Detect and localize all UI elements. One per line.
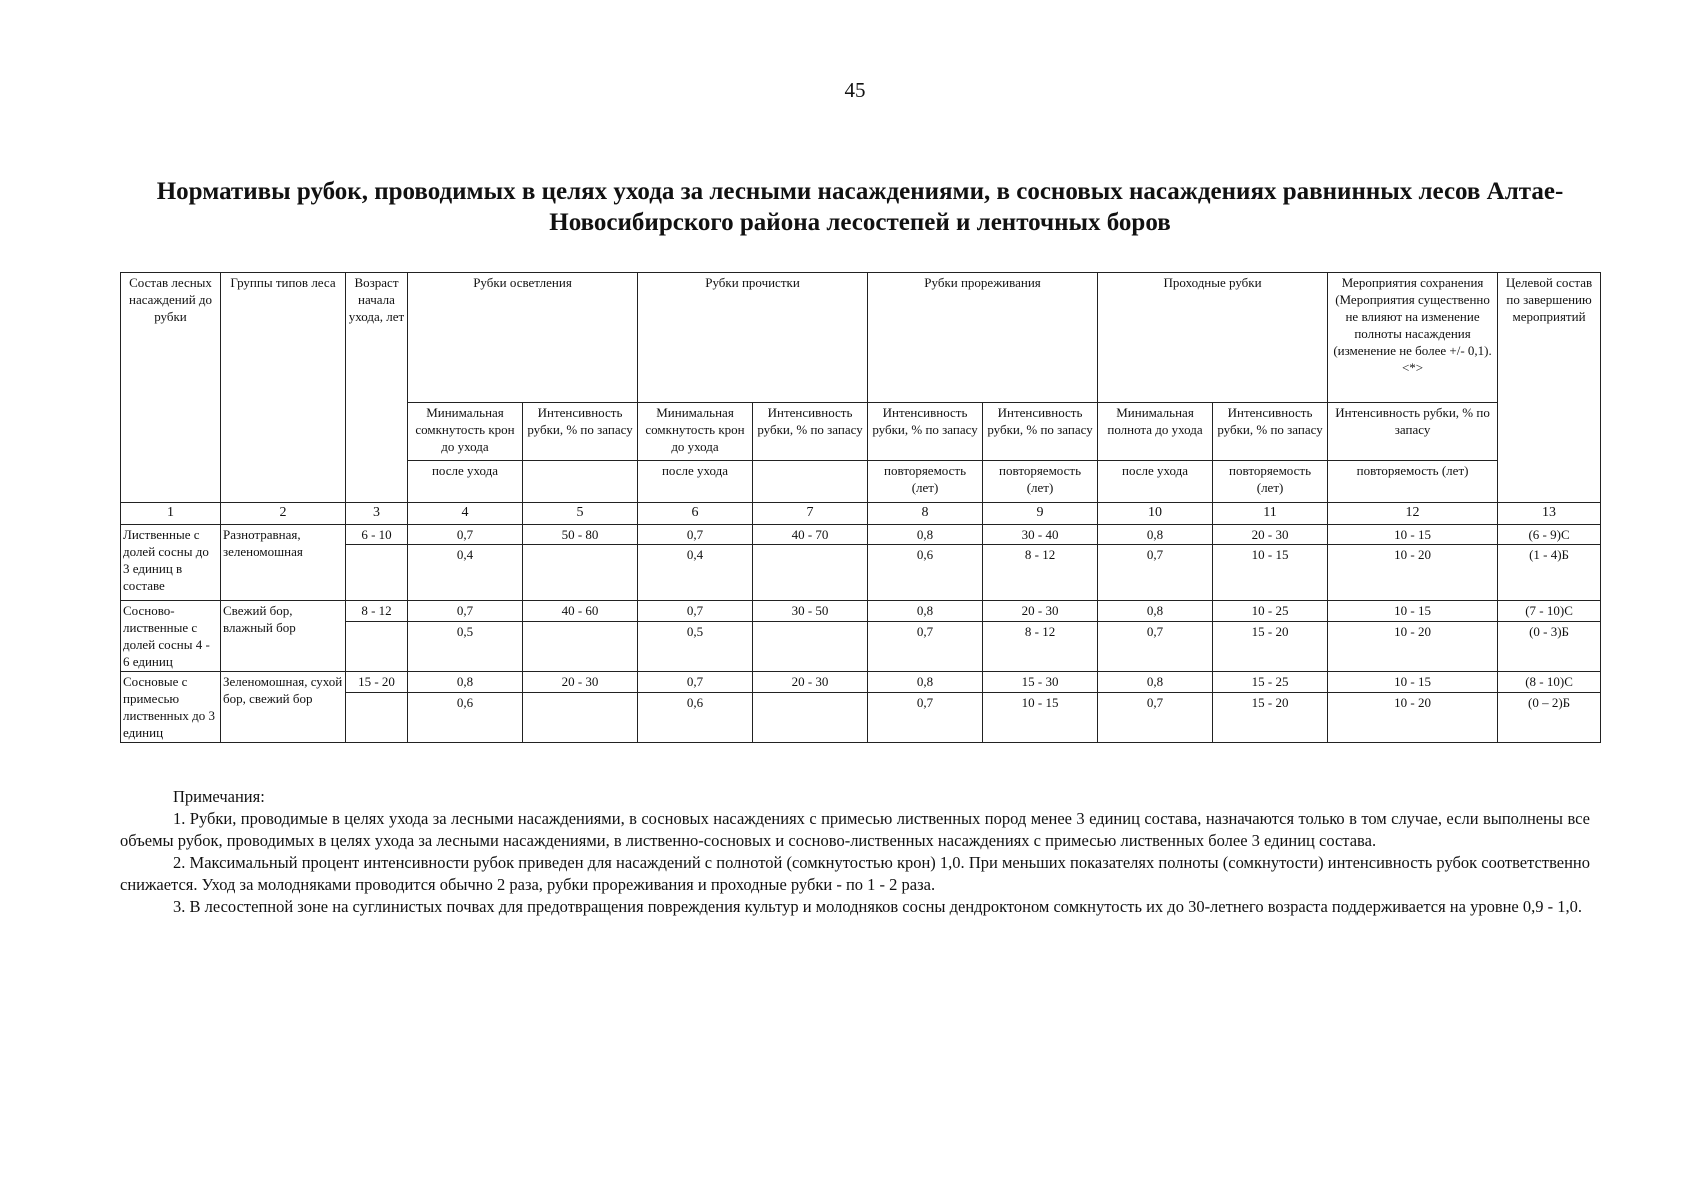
table-cell: 0,7	[868, 692, 983, 742]
table-cell: 0,4	[408, 545, 523, 601]
header-intens: Интенсивность рубки, % по запасу	[523, 403, 638, 461]
table-cell: 10 - 15	[1328, 525, 1498, 545]
header-intens-rubki: Интенсивность рубки, % по запасу	[1328, 403, 1498, 461]
note-item: 3. В лесостепной зоне на суглинистых почвах для предотвращения повреждения культур и молодняков сосны дендроктоном сомкнутость их до 30-летнего возраста поддерживается на уровне 0,9 - 1,0.	[173, 897, 1583, 916]
sostav-cell: Лиственные с долей сосны до 3 единиц в составе	[121, 525, 221, 601]
header-povtor: повторяемость (лет)	[983, 461, 1098, 503]
table-cell: 0,7	[868, 621, 983, 671]
table-cell: 0,8	[868, 672, 983, 693]
table-cell: 0,7	[408, 601, 523, 622]
note-item: 1. Рубки, проводимые в целях ухода за лесными насаждениями, в сосновых насаждениях с примесью лиственных пород менее 3 единиц состава, назначаются только в том случае, если выполнены все объемы рубок, проводимых в целях ухода за лесными насаждениями, в лиственно-сосновых и сосново-лиственных насаждениях с примесью лиственных более 3 единиц состава.	[120, 809, 1590, 850]
table-cell: 10 - 25	[1213, 601, 1328, 622]
table-cell	[753, 545, 868, 601]
vozrast-cell: 6 - 10	[346, 525, 408, 545]
table-cell: 20 - 30	[983, 601, 1098, 622]
table-cell: 0,7	[638, 601, 753, 622]
tip-cell: Зеленомошная, сухой бор, свежий бор	[221, 672, 346, 743]
table-cell	[523, 692, 638, 742]
table-cell: 15 - 20	[1213, 692, 1328, 742]
table-cell: 0,6	[638, 692, 753, 742]
header-tip-lesa: Группы типов леса	[221, 273, 346, 503]
table-cell: 40 - 70	[753, 525, 868, 545]
table-cell: 40 - 60	[523, 601, 638, 622]
header-osvetlenie: Рубки осветления	[408, 273, 638, 403]
table-cell: 10 - 15	[1213, 545, 1328, 601]
column-number: 1	[121, 503, 221, 525]
table-cell	[523, 545, 638, 601]
table-cell: 0,8	[1098, 672, 1213, 693]
table-cell: 0,7	[408, 525, 523, 545]
header-prohodnye: Проходные рубки	[1098, 273, 1328, 403]
column-number: 7	[753, 503, 868, 525]
header-povtor: повторяемость (лет)	[1213, 461, 1328, 503]
tip-cell: Свежий бор, влажный бор	[221, 601, 346, 672]
header-meropriyatiya: Мероприятия сохранения (Мероприятия существенно не влияют на изменение полноты насаждения (изменение не более +/- 0,1). <*>	[1328, 273, 1498, 403]
table-cell: 0,7	[638, 525, 753, 545]
vozrast-cell	[346, 692, 408, 742]
table-cell: 0,8	[1098, 601, 1213, 622]
table-cell: 10 - 15	[1328, 601, 1498, 622]
table-cell: 30 - 50	[753, 601, 868, 622]
notes	[120, 786, 1590, 918]
page-number: 45	[844, 78, 866, 102]
vozrast-cell	[346, 621, 408, 671]
column-numbers-row	[121, 503, 1601, 525]
table-cell: 0,8	[408, 672, 523, 693]
table-cell: 15 - 20	[1213, 621, 1328, 671]
table-cell: 0,8	[868, 525, 983, 545]
table-cell: 0,6	[868, 545, 983, 601]
header-intens: Интенсивность рубки, % по запасу	[753, 403, 868, 461]
table-cell: (0 – 2)Б	[1498, 692, 1601, 742]
tip-cell: Разнотравная, зеленомошная	[221, 525, 346, 601]
table-cell: 10 - 20	[1328, 621, 1498, 671]
table-cell: 0,8	[1098, 525, 1213, 545]
table-cell: (6 - 9)С	[1498, 525, 1601, 545]
sostav-cell: Сосново-лиственные с долей сосны 4 - 6 единиц	[121, 601, 221, 672]
table-cell: 15 - 25	[1213, 672, 1328, 693]
table-cell: 8 - 12	[983, 545, 1098, 601]
table-cell: 20 - 30	[1213, 525, 1328, 545]
table-cell: (1 - 4)Б	[1498, 545, 1601, 601]
table-cell: 0,8	[868, 601, 983, 622]
table-cell: 8 - 12	[983, 621, 1098, 671]
sostav-cell: Сосновые с примесью лиственных до 3 единиц	[121, 672, 221, 743]
column-number: 12	[1328, 503, 1498, 525]
table-cell: 10 - 15	[1328, 672, 1498, 693]
table-cell: 0,5	[408, 621, 523, 671]
table-cell	[753, 692, 868, 742]
table-row	[121, 525, 1601, 545]
header-posle: после ухода	[638, 461, 753, 503]
column-number: 5	[523, 503, 638, 525]
column-number: 6	[638, 503, 753, 525]
table-cell	[753, 621, 868, 671]
table-cell: 10 - 20	[1328, 545, 1498, 601]
page-title: Нормативы рубок, проводимых в целях ухода за лесными насаждениями, в сосновых насаждениях равнинных лесов Алтае-Новосибирского района лесостепей и ленточных боров	[156, 178, 1564, 236]
table-cell: (0 - 3)Б	[1498, 621, 1601, 671]
norms-table	[120, 272, 1601, 743]
table-cell: 50 - 80	[523, 525, 638, 545]
table-cell: 20 - 30	[523, 672, 638, 693]
table-cell: 20 - 30	[753, 672, 868, 693]
table-cell: 0,6	[408, 692, 523, 742]
table-cell: 0,7	[638, 672, 753, 693]
column-number: 8	[868, 503, 983, 525]
table-cell: (8 - 10)С	[1498, 672, 1601, 693]
table-body	[121, 525, 1601, 743]
column-number: 3	[346, 503, 408, 525]
header-povtor: повторяемость (лет)	[868, 461, 983, 503]
header-prorezhivanie: Рубки прореживания	[868, 273, 1098, 403]
header-posle: после ухода	[408, 461, 523, 503]
header-intens: Интенсивность рубки, % по запасу	[983, 403, 1098, 461]
table-cell	[523, 621, 638, 671]
header-min-polnota: Минимальная полнота до ухода	[1098, 403, 1213, 461]
header-sostav: Состав лесных насаждений до рубки	[121, 273, 221, 503]
header-povtor: повторяемость (лет)	[1328, 461, 1498, 503]
table-cell: 0,7	[1098, 545, 1213, 601]
table-row	[121, 601, 1601, 622]
header-intens: Интенсивность рубки, % по запасу	[868, 403, 983, 461]
table-cell: (7 - 10)С	[1498, 601, 1601, 622]
header-intens: Интенсивность рубки, % по запасу	[1213, 403, 1328, 461]
header-min-somk: Минимальная сомкнутость крон до ухода	[638, 403, 753, 461]
note-item: 2. Максимальный процент интенсивности рубок приведен для насаждений с полнотой (сомкнутостью крон) 1,0. При меньших показателях полноты (сомкнутости) интенсивность рубок соответственно снижается. Уход за молодняками проводится обычно 2 раза, рубки прореживания и проходные рубки - по 1 - 2 раза.	[120, 853, 1590, 894]
table-cell: 0,5	[638, 621, 753, 671]
table-cell: 10 - 15	[983, 692, 1098, 742]
header-vozrast: Возраст начала ухода, лет	[346, 273, 408, 503]
header-celevoy: Целевой состав по завершению мероприятий	[1498, 273, 1601, 503]
table-cell: 10 - 20	[1328, 692, 1498, 742]
vozrast-cell	[346, 545, 408, 601]
header-min-somk: Минимальная сомкнутость крон до ухода	[408, 403, 523, 461]
table-cell: 30 - 40	[983, 525, 1098, 545]
vozrast-cell: 15 - 20	[346, 672, 408, 693]
column-number: 9	[983, 503, 1098, 525]
notes-heading: Примечания:	[173, 787, 265, 806]
table-cell: 0,7	[1098, 692, 1213, 742]
table-row	[121, 672, 1601, 693]
column-number: 4	[408, 503, 523, 525]
header-prochistki: Рубки прочистки	[638, 273, 868, 403]
vozrast-cell: 8 - 12	[346, 601, 408, 622]
table-cell: 0,4	[638, 545, 753, 601]
column-number: 10	[1098, 503, 1213, 525]
column-number: 2	[221, 503, 346, 525]
table-cell: 15 - 30	[983, 672, 1098, 693]
column-number: 13	[1498, 503, 1601, 525]
column-number: 11	[1213, 503, 1328, 525]
table-cell: 0,7	[1098, 621, 1213, 671]
header-posle: после ухода	[1098, 461, 1213, 503]
